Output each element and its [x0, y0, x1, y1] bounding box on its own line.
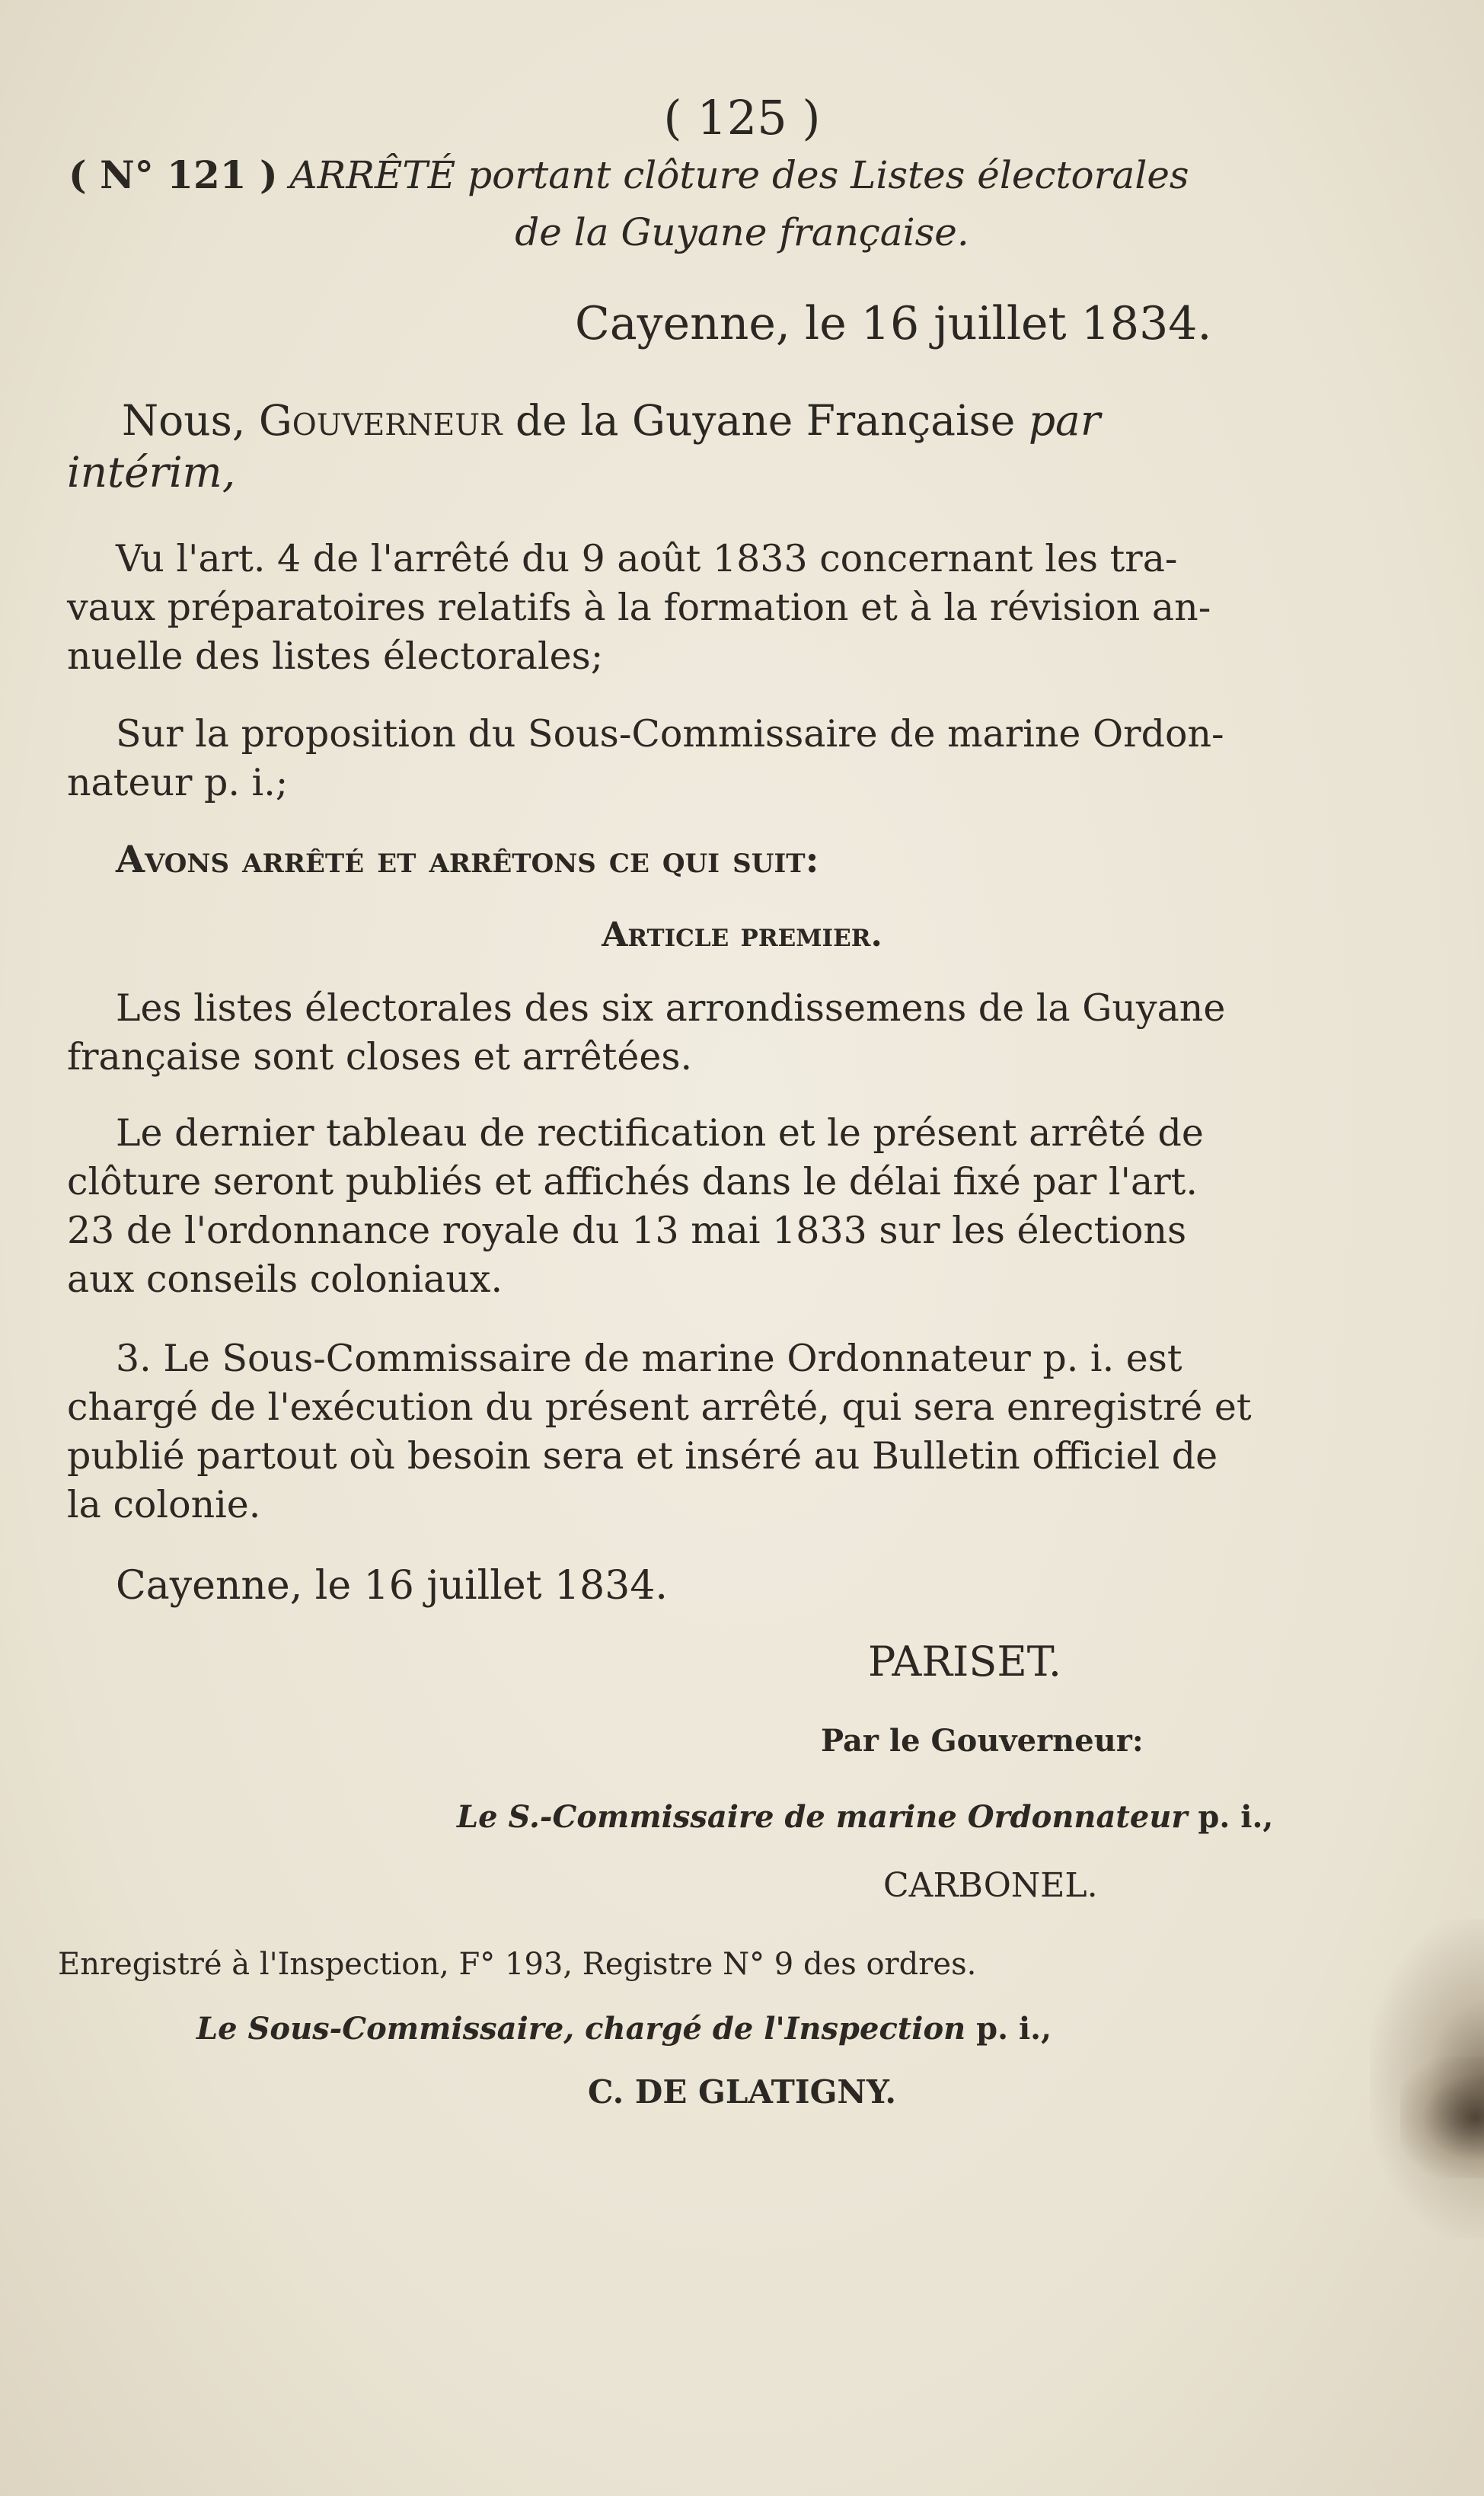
inspection-title: Le Sous-Commissaire, chargé de l'Inspection [196, 2011, 966, 2047]
art3-line-4: la colonie. [67, 1483, 261, 1526]
ordonnateur-pi: p. i., [1187, 1799, 1274, 1835]
art1-line-2: française sont closes et arrêtées. [67, 1035, 693, 1079]
place-date-bottom: Cayenne, le 16 juillet 1834. [116, 1563, 668, 1609]
par-le-gouverneur: Par le Gouverneur: [821, 1723, 1144, 1759]
art2-line-2: clôture seront publiés et affichés dans le délai fixé par l'art. [67, 1160, 1198, 1203]
preamble-line2: intérim, [67, 448, 236, 497]
art1-line-1: Les listes électorales des six arrondissemens de la Guyane [116, 986, 1226, 1030]
vu-line-1: Vu l'art. 4 de l'arrêté du 9 août 1833 concernant les tra- [116, 537, 1178, 580]
avons-line: Avons arrêté et arrêtons ce qui suit: [116, 837, 819, 881]
inspection-line [196, 2011, 1052, 2047]
decree-title: ARRÊTÉ portant clôture des Listes électorales [289, 153, 1189, 197]
ordonnateur-title: Le S.-Commissaire de marine Ordonnateur [457, 1799, 1188, 1835]
art2-line-3: 23 de l'ordonnance royale du 13 mai 1833 sur les élections [67, 1209, 1187, 1252]
art3-line-2: chargé de l'exécution du présent arrêté, qui sera enregistré et [67, 1385, 1252, 1429]
preamble-par: par [1028, 396, 1101, 445]
article-title: Article premier. [602, 916, 882, 954]
page-number: ( 125 ) [663, 90, 821, 145]
inspection-name: C. DE GLATIGNY. [587, 2073, 897, 2111]
preamble-nous: Nous, [122, 396, 246, 445]
sur-line-1: Sur la proposition du Sous-Commissaire de marine Ordon- [116, 712, 1224, 756]
preamble-line1 [122, 396, 1100, 445]
enregistre-line: Enregistré à l'Inspection, F° 193, Registre N° 9 des ordres. [58, 1947, 977, 1982]
sur-line-2: nateur p. i.; [67, 761, 289, 804]
preamble-gouverneur: Gouverneur [258, 396, 503, 445]
art3-line-1: 3. Le Sous-Commissaire de marine Ordonnateur p. i. est [116, 1337, 1182, 1380]
art3-line-3: publié partout où besoin sera et inséré au Bulletin officiel de [67, 1434, 1218, 1478]
ordonnateur-name: CARBONEL. [883, 1866, 1098, 1905]
ordonnateur-line [457, 1799, 1273, 1835]
art2-line-4: aux conseils coloniaux. [67, 1258, 503, 1301]
place-date-top: Cayenne, le 16 juillet 1834. [575, 297, 1212, 350]
vu-line-2: vaux préparatoires relatifs à la formation et à la révision an- [67, 586, 1211, 629]
preamble-rest: de la Guyane Française [502, 396, 1029, 445]
decree-header [69, 152, 1189, 197]
art2-line-1: Le dernier tableau de rectification et le présent arrêté de [116, 1111, 1204, 1155]
vu-line-3: nuelle des listes électorales; [67, 634, 604, 678]
signature-pariset: PARISET. [868, 1638, 1062, 1686]
decree-title-line2: de la Guyane française. [515, 210, 969, 254]
decree-number: ( N° 121 ) [69, 152, 278, 197]
inspection-pi: p. i., [965, 2011, 1052, 2047]
